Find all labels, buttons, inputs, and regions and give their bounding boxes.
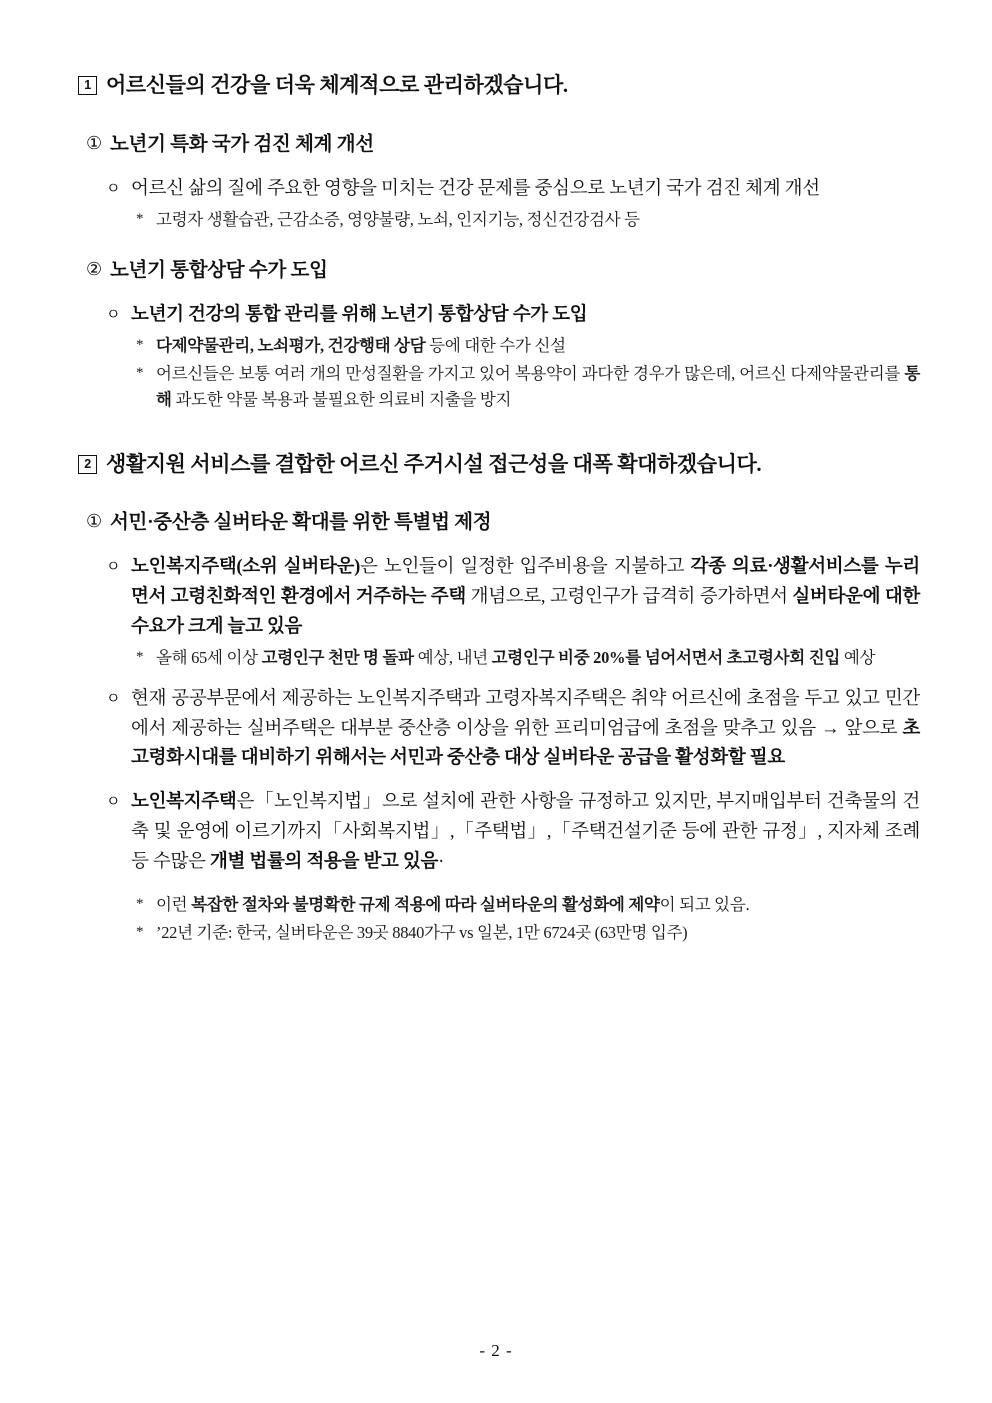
text-run: 현재 공공부문에서 제공하는 노인복지주택과 고령자복지주택은 취약 어르신에 초점을 두고 있고 민간에서 제공하는 실버주택은 대부분 중산층 이상을 위한 프리미엄급에 초점을 맞추고 있음 → 앞으로: [131, 688, 920, 739]
text-run: 고령자 생활습관, 근감소증, 영양불량, 노쇠, 인지기능, 정신건강검사 등: [156, 209, 640, 229]
text-run: 고령인구 천만 명 돌파: [261, 648, 414, 668]
bullet-item: [78, 301, 920, 331]
text-run: 어르신들은 보통 여러 개의 만성질환을 가지고 있어 복용약이 과다한 경우가 많은데, 어르신 다제약물관리를: [156, 363, 905, 383]
text-run: 개별 법률의 적용을 받고 있음: [209, 852, 439, 873]
text-run: ’22년 기준: 한국, 실버타운은 39곳 8840가구 vs 일본, 1만 6724곳 (63만명 입주): [156, 922, 688, 942]
bullet-item: [78, 685, 920, 775]
bullet-item: [78, 175, 920, 205]
text-run: 초고령화시대를 대비하기 위해서는 서민과 중산층 대상 실버타운 공급을 활성화할 필요: [131, 718, 920, 769]
page-number: - 2 -: [479, 1341, 513, 1360]
section-heading: [78, 70, 920, 102]
text-run: 복잡한 절차와 불명확한 규제 적용에 따라 실버타운의 활성화에 제약: [191, 895, 660, 915]
sub-bullet-item: [78, 333, 920, 359]
text-run: 이런: [156, 895, 192, 915]
text-run: 은「노인복지법」으로 설치에 관한 사항을 규정하고 있지만, 부지매입부터 건축물의 건축 및 운영에 이르기까지「사회복지법」,「주택법」,「주택건설기준 등에 관한 규정」, 지자체 조례 등 수많은: [131, 792, 920, 873]
bullet-marker: ㅇ: [106, 307, 121, 324]
section-number-box: 2: [78, 455, 97, 474]
subsection-number: ②: [86, 259, 102, 280]
sub-bullet-text: [156, 333, 920, 359]
bullet-marker: ㅇ: [106, 794, 121, 811]
sub-bullet-item: [78, 361, 920, 414]
text-run: 노년기 건강의 통합 관리를 위해 노년기 통합상담 수가 도입: [131, 305, 588, 326]
sub-bullet-text: [156, 892, 920, 918]
subsection-heading-text: 노년기 통합상담 수가 도입: [110, 260, 328, 282]
text-run: 예상: [840, 648, 876, 668]
subsection-number: ①: [86, 511, 102, 531]
sub-bullet-text: [156, 361, 920, 414]
text-run: 과도한 약물 복용과 불필요한 의료비 지출을 방지: [171, 390, 512, 410]
sub-bullet-marker: *: [136, 649, 144, 666]
bullet-text: [131, 175, 920, 205]
text-run: 고령인구 비중 20%를 넘어서면서 초고령사회 진입: [491, 648, 841, 668]
text-run: 어르신 삶의 질에 주요한 영향을 미치는 건강 문제를 중심으로 노년기 국가 검진 체계 개선: [131, 178, 820, 199]
section-heading-text: 어르신들의 건강을 더욱 체계적으로 관리하겠습니다.: [106, 73, 568, 97]
text-run: 실버타운에 대한 수요가 크게 늘고 있음: [131, 587, 920, 638]
bullet-marker: ㅇ: [106, 180, 121, 197]
text-run: 이 되고 있음.: [659, 895, 750, 915]
bullet-text: [131, 788, 920, 878]
text-run: 예상, 내년: [413, 648, 492, 668]
sub-bullet-marker: *: [136, 210, 144, 227]
sub-bullet-text: [156, 645, 920, 671]
sub-bullet-marker: *: [136, 896, 144, 913]
subsection-heading: [78, 508, 920, 537]
sub-bullet-item: [78, 207, 920, 233]
subsection-heading: [78, 130, 920, 159]
sub-bullet-item: [78, 645, 920, 671]
bullet-marker: ㅇ: [106, 559, 121, 576]
subsection-number: ①: [86, 132, 102, 153]
section-heading-text: 생활지원 서비스를 결합한 어르신 주거시설 접근성을 대폭 확대하겠습니다.: [106, 451, 762, 476]
sub-bullet-marker: *: [136, 337, 144, 354]
sub-bullet-item: [78, 892, 920, 918]
section-number-box: 1: [78, 76, 97, 95]
text-run: 등에 대한 수가 신설: [425, 336, 566, 356]
bullet-item: [78, 788, 920, 878]
sub-bullet-text: [156, 207, 920, 233]
text-run: 다제약물관리, 노쇠평가, 건강행태 상담: [156, 336, 426, 356]
sub-bullet-text: [156, 920, 920, 946]
bullet-text: [131, 685, 920, 775]
subsection-heading: [78, 256, 920, 285]
text-run: 통해: [156, 363, 920, 410]
bullet-item: [78, 553, 920, 643]
text-run: 노인복지주택(소위 실버타운): [131, 557, 360, 578]
bullet-text: [131, 301, 920, 331]
subsection-heading-text: 서민·중산층 실버타운 확대를 위한 특별법 제정: [110, 512, 492, 533]
text-run: 은 노인들이 일정한 입주비용을 지불하고: [359, 557, 691, 578]
sub-bullet-marker: *: [136, 923, 144, 940]
sub-bullet-marker: *: [136, 364, 144, 381]
text-run: 각종 의료·생활서비스를 누리면서 고령친화적인 환경에서 거주하는 주택: [131, 557, 920, 608]
text-run: 개념으로, 고령인구가 급격히 증가하면서: [465, 587, 793, 608]
bullet-text: [131, 553, 920, 643]
text-run: 올해 65세 이상: [156, 648, 262, 668]
bullet-marker: ㅇ: [106, 690, 121, 707]
section-heading: [78, 449, 920, 481]
subsection-heading-text: 노년기 특화 국가 검진 체계 개선: [110, 133, 374, 155]
sub-bullet-item: [78, 920, 920, 946]
text-run: ·: [438, 852, 444, 873]
text-run: 노인복지주택: [131, 792, 237, 813]
